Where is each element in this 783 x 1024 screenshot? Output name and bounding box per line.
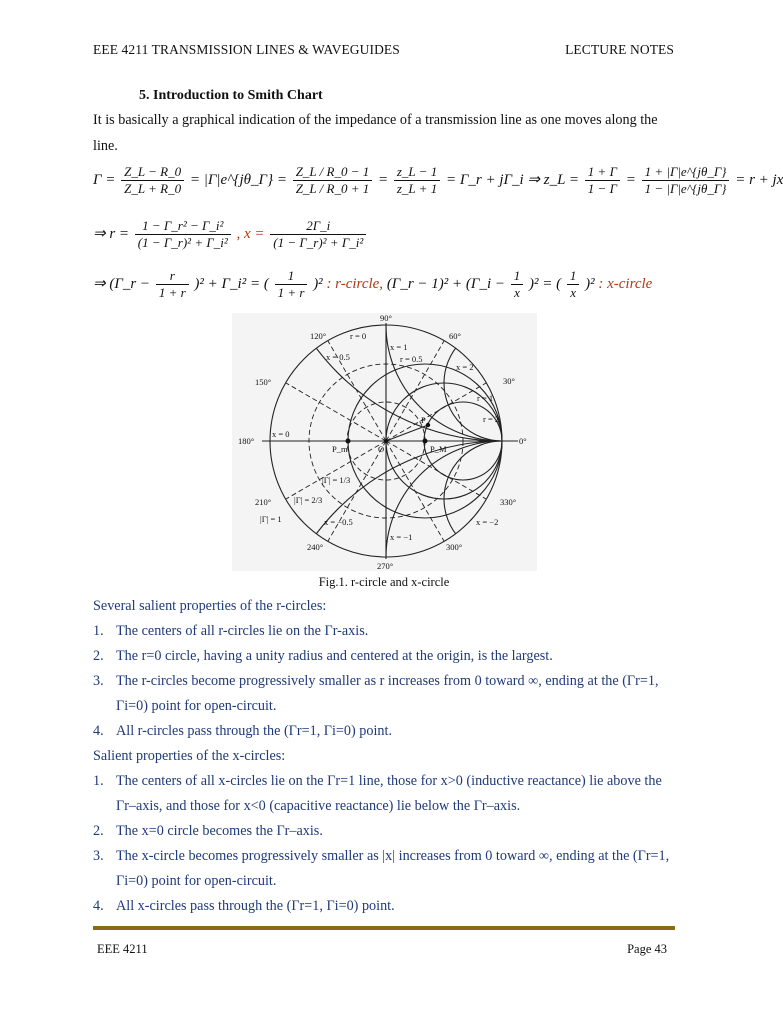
footer-course-code: EEE 4211 [97,942,148,956]
angle-0-label: 0° [519,436,527,446]
r-1-label: r = 1 [477,393,494,403]
eq3-a-mid: )² + Γ_i² = ( [194,275,269,292]
eq2-r-fraction: $\frac{\text{1 − Γ\_r² − Γ\_i²}}{\text{(1 − Γ\_r)² + Γ\_i²}}$ [135,218,231,251]
eq3-fraction-d: $\frac{1}{x}$ [567,268,580,301]
x-neg-0-5-label: x = −0.5 [324,517,353,527]
header-lecture-notes: LECTURE NOTES [565,42,674,57]
angle-300-label: 300° [446,542,463,552]
angle-180-label: 180° [238,436,255,446]
angle-120-label: 120° [310,331,327,341]
eq1-gamma: Γ = [93,171,116,188]
eq1-fraction-1: $\frac{Z\_L - R\_0}{Z\_L + R\_0}$ [121,164,184,197]
list-item: 1. The centers of all x-circles lie on the Γr=1 line, those for x>0 (inductive reactance) lie above the Γr–axis, and those for x<0 (capacitive reactance) lie below the Γr–axis. [93,773,662,814]
r-0-label: r = 0 [350,331,367,341]
eq1-fraction-5: $\frac{1 + |\Gamma|e\^{}\{j\theta\_\Gamma\}}{1 - |\Gamma|e\^{}\{j\theta\_\Gamma\}}$ [642,164,730,197]
eq3-fraction-c: $\frac{1}{x}$ [511,268,524,301]
eq3-d-tail: )² [585,275,595,292]
eq2-separator: , x = [236,225,265,242]
equation-r-x [93,218,368,251]
angle-60-label: 60° [449,331,461,341]
r-2-label: r = 2 [483,414,500,424]
angle-270-label: 270° [377,561,394,571]
r-0-5-label: r = 0.5 [400,354,423,364]
eq3-c-lead: (Γ_r − 1)² + (Γ_i − [386,275,505,292]
list-item: 2. The r=0 circle, having a unity radius and centered at the origin, is the largest. [93,648,553,664]
eq3-c-mid: )² = ( [528,275,562,292]
angle-30-label: 30° [503,376,515,386]
x-2-label: x = 2 [456,362,474,372]
angle-150-label: 150° [255,377,272,387]
x-neg-2-label: x = −2 [476,517,499,527]
list-item: 3. The r-circles become progressively smaller as r increases from 0 toward ∞, ending at the (Γr=1, Γi=0) point for open-circuit. [93,673,659,714]
eq3-r-circle-label: : r-circle, [326,275,384,292]
eq1-mid2: = Γ_r + jΓ_i ⇒ z_L = [445,171,580,188]
eq1-mid1: = |Γ|e^{jθ_Γ} = [189,171,287,188]
eq2-lead: ⇒ r = [93,225,130,242]
angle-240-label: 240° [307,542,324,552]
eq1-fraction-3: $\frac{z\_L - 1}{z\_L + 1}$ [394,164,440,197]
list-item: 4. All x-circles pass through the (Γr=1, Γi=0) point. [93,898,395,914]
point-pm-label: P_m [332,444,348,454]
angle-210-label: 210° [255,497,272,507]
x-1-label: x = 1 [390,342,408,352]
x-properties-heading: Salient properties of the x-circles: [93,748,286,764]
equation-circles [93,268,652,301]
eq3-b-tail: )² [313,275,323,292]
origin-label: O [378,444,385,454]
eq3-fraction-b: $\frac{1}{1 + r}$ [275,268,308,301]
eq3-lead: ⇒ (Γ_r − [93,275,151,292]
header-course-title: EEE 4211 TRANSMISSION LINES & WAVEGUIDES [93,42,400,57]
angle-330-label: 330° [500,497,517,507]
equation-gamma: Γ = $\frac{Z\_L - R\_0}{Z\_L + R\_0}$ = |Γ|e^{jθ_Γ} = $\frac{Z\_L / R\_0 - 1}{Z\_L / R\_0 + 1}$ = $\frac{z\_L - 1}{z\_L + 1}$ = Γ_r + jΓ_i ⇒ z_L = $\frac{1 + \Gamma}{1 - \Gamma}$ = $\frac{1 + |\Gamma|e\^{}\{j\theta\_\Gamma\}}{1 - |\Gamma|e\^{}\{j\theta\_\Gamma\}}$ = r + jx [93,164,783,196]
list-item: 1. The centers of all r-circles lie on the Γr-axis. [93,623,369,639]
x-0-label: x = 0 [272,429,290,439]
figure-caption: Fig.1. r-circle and x-circle [318,575,450,589]
eq1-fraction-2: $\frac{Z\_L / R\_0 - 1}{Z\_L / R\_0 + 1}$ [293,164,373,197]
eq1-tail: = r + jx [735,171,783,188]
angle-90-label: 90° [380,313,392,323]
gamma-1-label: |Γ| = 1 [260,514,282,524]
point-p-label: P [421,415,426,425]
page-number: Page 43 [627,942,667,956]
r-properties-section [93,594,683,919]
list-item: 2. The x=0 circle becomes the Γr–axis. [93,823,323,839]
gamma-2-3-label: |Γ| = 2/3 [294,495,323,505]
eq3-fraction-a: $\frac{r}{1 + r}$ [156,268,189,301]
smith-chart-figure [232,313,537,571]
x-neg-1-label: x = −1 [390,532,413,542]
footer-rule [93,926,675,930]
eq1-fraction-4: $\frac{1 + \Gamma}{1 - \Gamma}$ [585,164,620,197]
list-item: 3. The x-circle becomes progressively smaller as |x| increases from 0 toward ∞, ending at the (Γr=1, Γi=0) point for open-circuit. [93,848,670,889]
r-properties-heading: Several salient properties of the r-circles: [93,598,327,614]
section-title: 5. Introduction to Smith Chart [139,88,323,103]
x-0-5-label: x = 0.5 [326,352,350,362]
eq2-x-fraction: $\frac{2\Gamma\_i}{\text{(1 − Γ\_r)² + Γ\_i²}}$ [270,218,366,251]
intro-paragraph: It is basically a graphical indication of the impedance of a transmission line as one moves along the line. [93,112,658,154]
eq3-x-circle-label: : x-circle [598,275,653,292]
list-item: 4. All r-circles pass through the (Γr=1, Γi=0) point. [93,723,393,739]
point-pM-label: P_M [430,444,447,454]
gamma-1-3-label: |Γ| = 1/3 [322,475,351,485]
